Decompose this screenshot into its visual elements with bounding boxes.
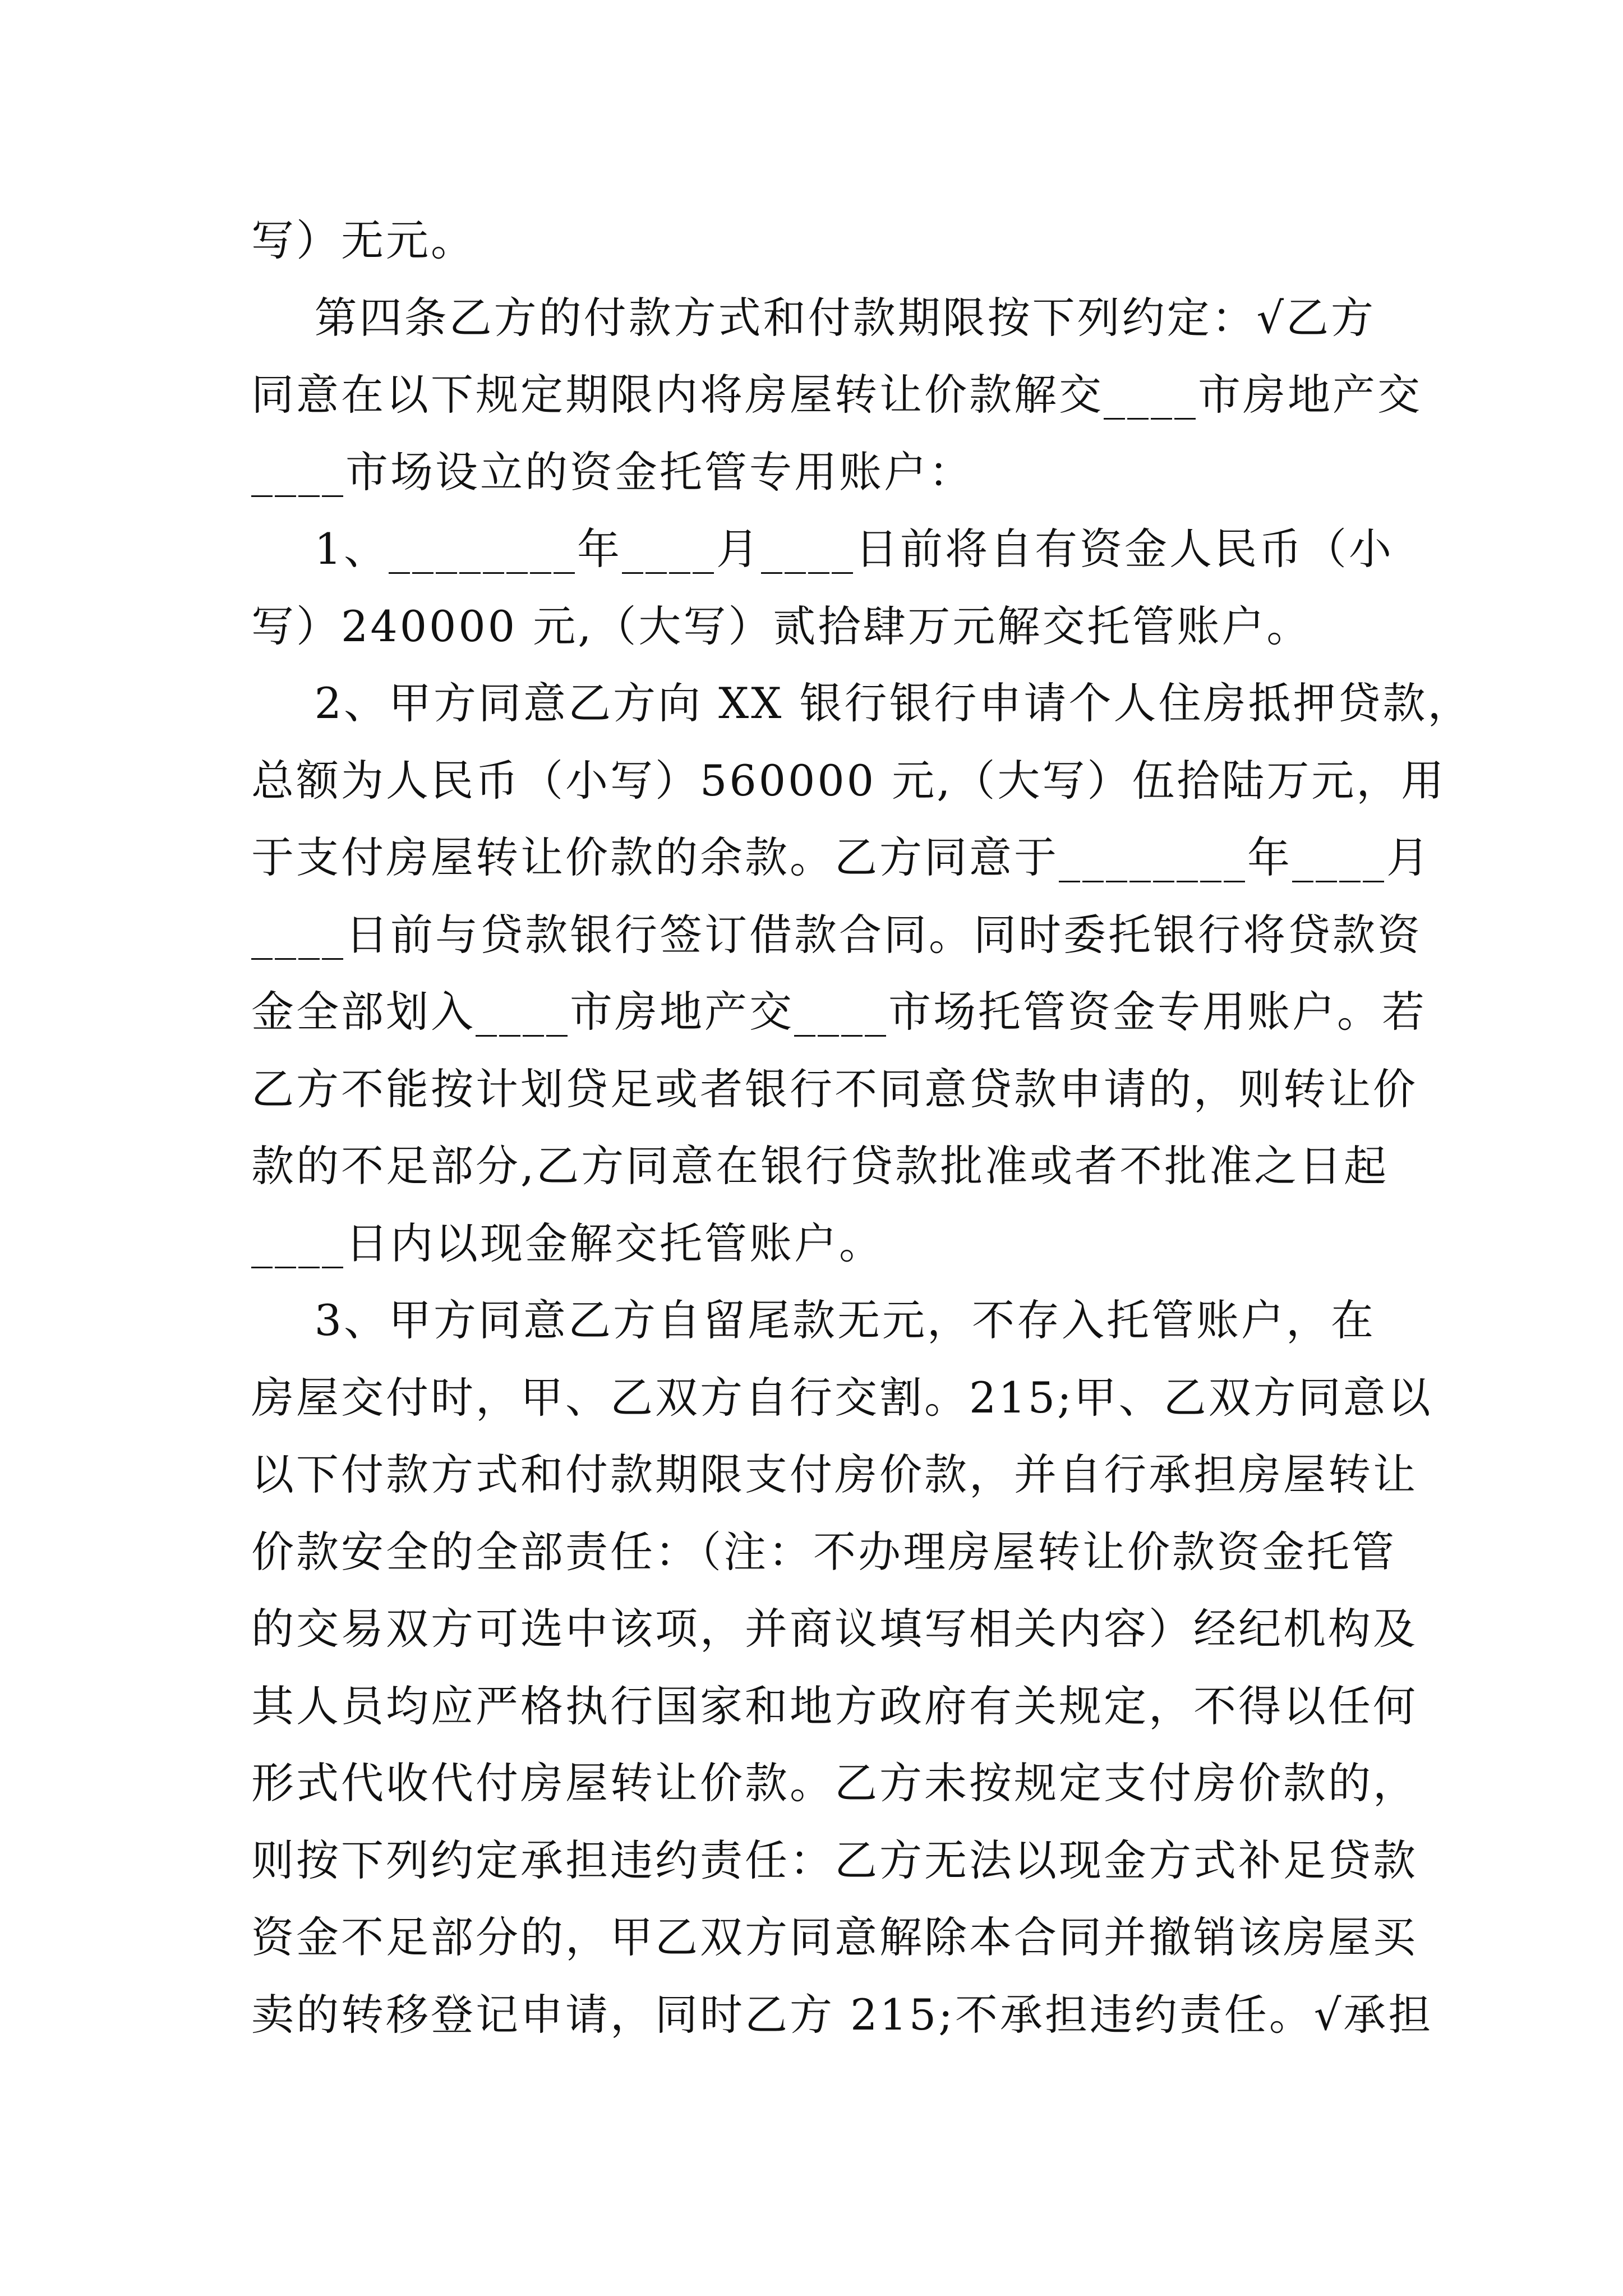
text-line: ____市场设立的资金托管专用账户： [251,447,974,497]
text-line: 第四条乙方的付款方式和付款期限按下列约定：√乙方 [251,292,1376,343]
text-line: 则按下列约定承担违约责任：乙方无法以现金方式补足贷款 [251,1835,1418,1885]
text-line: ____日内以现金解交托管账户。 [251,1218,884,1268]
text-line: 价款安全的全部责任：（注：不办理房屋转让价款资金托管 [251,1526,1396,1577]
text-line: 形式代收代付房屋转让价款。乙方未按规定支付房价款的， [251,1758,1418,1808]
text-line: 写）无元。 [251,215,476,265]
text-line: 乙方不能按计划贷足或者银行不同意贷款申请的，则转让价 [251,1064,1418,1114]
text-line: 房屋交付时，甲、乙双方自行交割。215;甲、乙双方同意以 [251,1372,1433,1423]
text-line: 以下付款方式和付款期限支付房价款，并自行承担房屋转让 [251,1450,1418,1499]
text-line: 1、________年____月____日前将自有资金人民币（小 [251,524,1394,574]
text-line: 3、甲方同意乙方自留尾款无元，不存入托管账户，在 [251,1295,1376,1345]
text-line: 同意在以下规定期限内将房屋转让价款解交____市房地产交 [251,370,1422,420]
text-line: 于支付房屋转让价款的余款。乙方同意于________年____月 [251,832,1431,882]
text-line: 款的不足部分,乙方同意在银行贷款批准或者不批准之日起 [251,1141,1389,1191]
text-line: 总额为人民币（小写）560000 元,（大写）伍拾陆万元，用 [251,755,1446,806]
text-line: 2、甲方同意乙方向 XX 银行银行申请个人住房抵押贷款， [251,678,1473,728]
text-line: 写）240000 元,（大写）贰拾肆万元解交托管账户。 [251,601,1312,651]
text-line: 资金不足部分的，甲乙双方同意解除本合同并撤销该房屋买 [251,1912,1418,1962]
text-line: 其人员均应严格执行国家和地方政府有关规定，不得以任何 [251,1681,1418,1731]
text-line: ____日前与贷款银行签订借款合同。同时委托银行将贷款资 [251,909,1422,960]
text-line: 卖的转移登记申请，同时乙方 215;不承担违约责任。√承担 [251,1989,1433,2040]
text-line: 金全部划入____市房地产交____市场托管资金专用账户。若 [251,987,1427,1037]
text-line: 的交易双方可选中该项，并商议填写相关内容）经纪机构及 [251,1604,1418,1654]
contract-body-text [251,202,1473,2053]
